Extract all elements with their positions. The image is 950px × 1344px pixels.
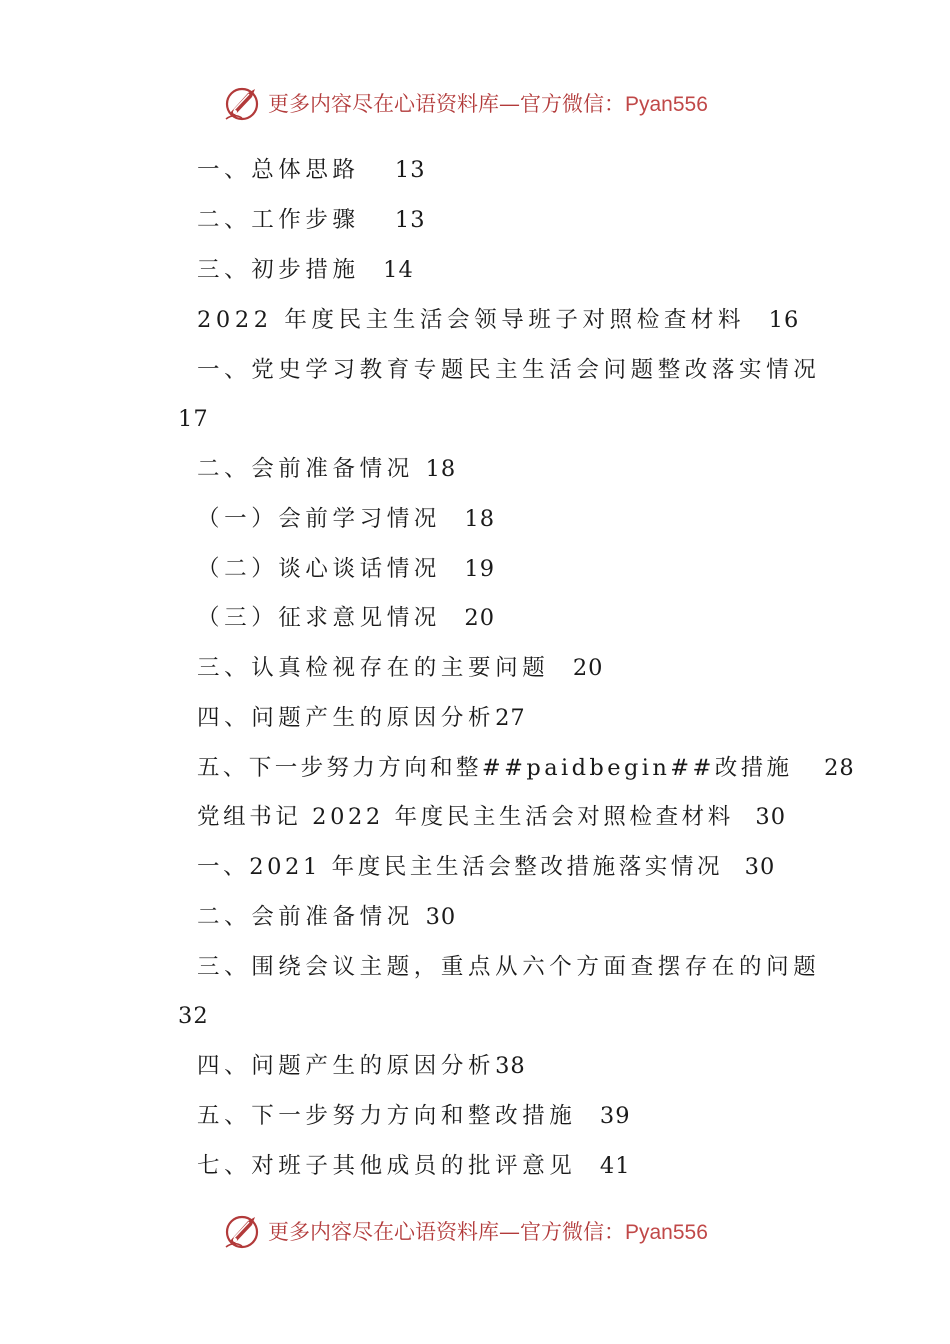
toc-entry: 四、问题产生的原因分析27 [197,705,526,731]
toc-entry: 三、认真检视存在的主要问题 20 [197,655,604,681]
toc-entry-continuation: 32 [178,1003,209,1029]
toc-entry: （二）谈心谈话情况 19 [197,556,496,582]
toc-entry: 一、党史学习教育专题民主生活会问题整改落实情况 [197,357,821,383]
toc-entry: 一、2021 年度民主生活会整改措施落实情况 30 [197,854,776,880]
toc-entry: （一）会前学习情况 18 [197,506,496,532]
toc-entry: 五、下一步努力方向和整##paidbegin##改措施 28 [197,755,855,781]
toc-entry: （三）征求意见情况 20 [197,605,496,631]
toc-entry: 一、总体思路 13 [197,157,426,183]
toc-entry: 党组书记 2022 年度民主生活会对照检查材料 30 [197,804,787,830]
toc-entry: 二、会前准备情况 18 [197,456,457,482]
toc-entry: 三、初步措施 14 [197,257,414,283]
toc-entry-continuation: 17 [178,406,209,432]
toc-entry: 七、对班子其他成员的批评意见 41 [197,1153,631,1179]
footer-banner [0,1206,950,1256]
banner-caption: 更多内容尽在心语资料库—官方微信：Pyan556 [268,92,708,116]
banner-caption: 更多内容尽在心语资料库—官方微信：Pyan556 [268,1220,708,1244]
toc-entry: 2022 年度民主生活会领导班子对照检查材料 16 [197,307,800,333]
toc-entry: 三、围绕会议主题，重点从六个方面查摆存在的问题 [197,954,821,980]
toc-entry: 四、问题产生的原因分析38 [197,1053,526,1079]
toc-entry: 二、会前准备情况 30 [197,904,457,930]
toc-entry: 二、工作步骤 13 [197,207,426,233]
banner-wechat-id: Pyan556 [625,1221,708,1244]
banner-wechat-id: Pyan556 [625,93,708,116]
pen-nib-logo-icon [222,1211,262,1251]
toc-entry: 五、下一步努力方向和整改措施 39 [197,1103,631,1129]
